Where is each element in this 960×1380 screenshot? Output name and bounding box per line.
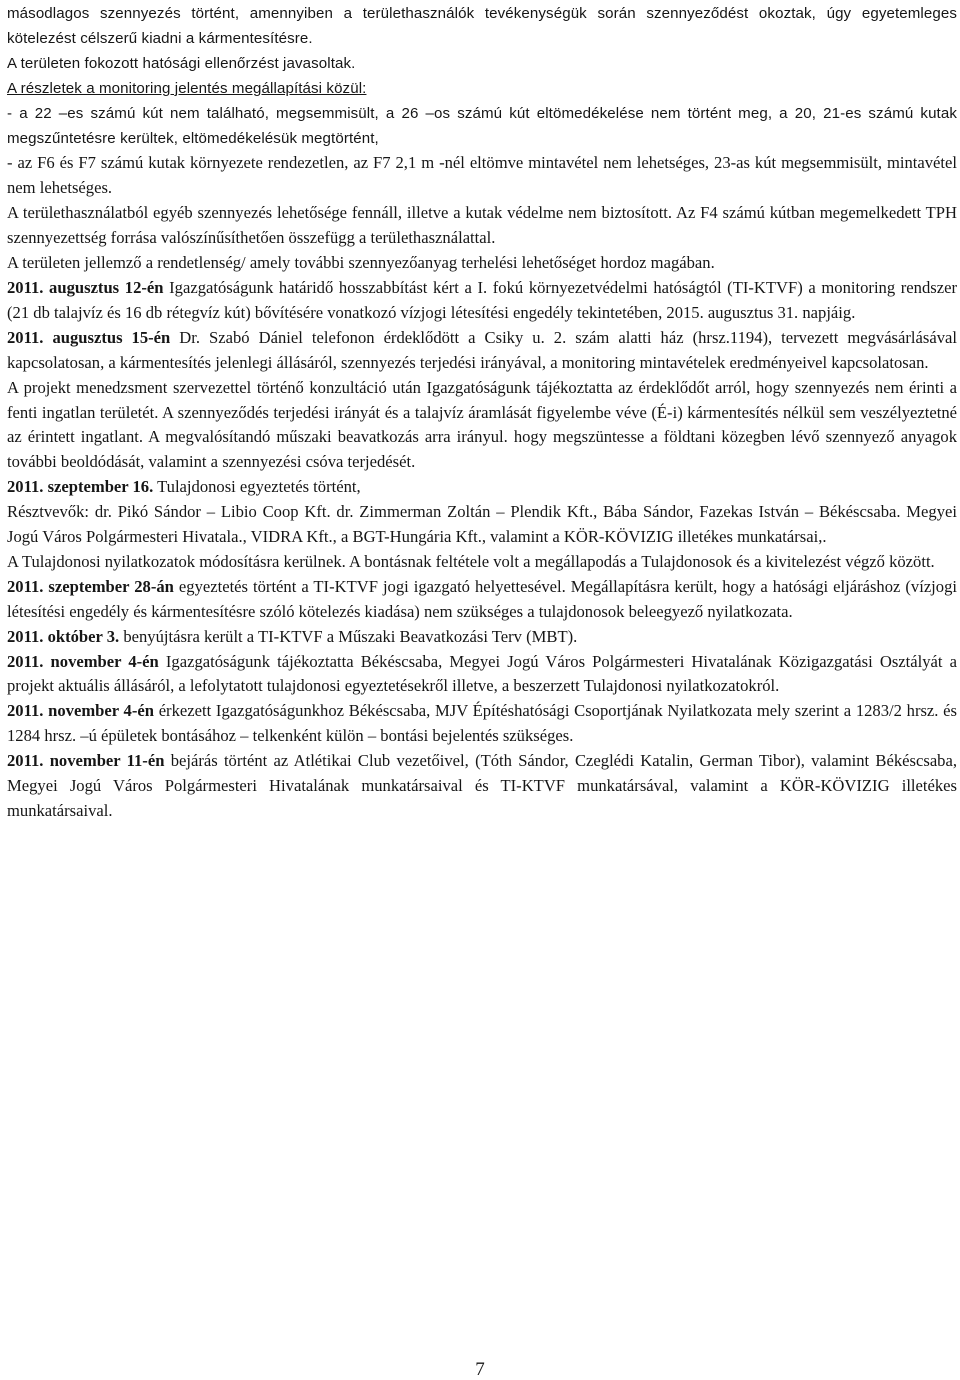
paragraph-secondary-pollution: másodlagos szennyezés történt, amennyiben a területhasználók tevékenységük során szennyeződést okoztak, úgy egyetemleges kötelezést célszerű kiadni a kármentesítésre. bbox=[7, 5, 957, 47]
entry-text: érkezett Igazgatóságunkhoz Békéscsaba, MJV Építéshatósági Csoportjának Nyilatkozata mely szerint a 1283/2 hrsz. és 1284 hrsz. –ú épületek bontásához – telkenként külön – bontási bejelentés szükséges. bbox=[7, 701, 957, 746]
entry-text: bejárás történt az Atlétikai Club vezetőivel, (Tóth Sándor, Czeglédi Katalin, German Tibor), valamint Békéscsaba, Megyei Jogú Város Polgármesteri Hivatalának munkatársaival és TI-KTVF munkatársával, valamint a KÖR-KÖVIZIG illetékes munkatársaival. bbox=[7, 751, 957, 820]
findings-heading: A részletek a monitoring jelentés megállapítási közül: bbox=[7, 79, 367, 97]
entry-2011-aug-12 bbox=[7, 276, 957, 326]
paragraph-owner-statements: A Tulajdonosi nyilatkozatok módosításra kerülnek. A bontásnak feltétele volt a megállapodás a Tulajdonosok és a kivitelezést végző között. bbox=[7, 551, 935, 571]
entry-2011-sep-28 bbox=[7, 575, 957, 625]
entry-date: 2011. november 4-én bbox=[7, 651, 159, 671]
document-page bbox=[7, 2, 957, 824]
entry-text: Igazgatóságunk határidő hosszabbítást kért a I. fokú környezetvédelmi hatóságtól (TI-KTVF) a monitoring rendszer (21 db talajvíz és 16 db rétegvíz kút) bővítésére vonatkozó vízjogi létesítési engedély tekintetében, 2015. augusztus 31. napjáig. bbox=[7, 277, 957, 322]
entry-2011-sep-16 bbox=[7, 475, 957, 500]
entry-2011-nov-4-b bbox=[7, 699, 957, 749]
paragraph-land-use: A területhasználatból egyéb szennyezés lehetősége fennáll, illetve a kutak védelme nem biztosított. Az F4 számú kútban megemelkedett TPH szennyezettség forrása valószínűsíthetően összefügg a területhasználattal. bbox=[7, 203, 957, 248]
entry-date: 2011. november 4-én bbox=[7, 701, 154, 721]
entry-2011-aug-15 bbox=[7, 326, 957, 376]
paragraph-inspection-recommendation: A területen fokozott hatósági ellenőrzést javasoltak. bbox=[7, 54, 356, 72]
paragraph-disorder: A területen jellemző a rendetlenség/ amely további szennyezőanyag terhelési lehetőséget hordoz magában. bbox=[7, 253, 715, 273]
entry-2011-nov-11 bbox=[7, 749, 957, 824]
paragraph-project-consultation: A projekt menedzsment szervezettel történő konzultáció után Igazgatóságunk tájékoztatta az érdeklődőt arról, hogy szennyezés nem érinti a fenti ingatlan területét. A szennyeződés terjedési irányát és a talajvíz áramlását figyelembe véve (É-i) kármentesítés nélkül sem veszélyeztetné az érintett ingatlant. A megvalósítandó műszaki beavatkozás arra irányul. hogy megszüntesse a földtani közegben lévő szennyező anyagok további beoldódását, valamint a szennyezési csóva terjedését. bbox=[7, 377, 957, 472]
finding-wells-22-26: - a 22 –es számú kút nem található, megsemmisült, a 26 –os számú kút eltömedékelése nem történt meg, a 20, 21-es számú kutak megszűntetésre kerültek, eltömedékelésük megtörtént, bbox=[7, 104, 957, 147]
entry-date: 2011. augusztus 15-én bbox=[7, 327, 171, 347]
entry-text: Dr. Szabó Dániel telefonon érdeklődött a Csiky u. 2. szám alatti ház (hrsz.1194), tervezett megvásárlásával kapcsolatosan, a kármentesítés jelenlegi állásáról, szennyezés terjedési irányával, a monitoring mintavételek eredményeivel kapcsolatosan. bbox=[7, 327, 957, 372]
finding-wells-f6-f7: - az F6 és F7 számú kutak környezete rendezetlen, az F7 2,1 m -nél eltömve mintavétel nem lehetséges, 23-as kút megsemmisült, mintavétel nem lehetséges. bbox=[7, 153, 957, 198]
paragraph-participants: Résztvevők: dr. Pikó Sándor – Libio Coop Kft. dr. Zimmerman Zoltán – Plendik Kft., Bába Sándor, Fazekas István – Békéscsaba. Megyei Jogú Város Polgármesteri Hivatala., VIDRA Kft., a BGT-Hungária Kft., valamint a KÖR-KÖVIZIG illetékes munkatársai,. bbox=[7, 502, 957, 547]
entry-date: 2011. november 11-én bbox=[7, 751, 165, 771]
entry-text: Tulajdonosi egyeztetés történt, bbox=[153, 477, 361, 497]
entry-date: 2011. október 3. bbox=[7, 626, 120, 646]
entry-2011-nov-4-a bbox=[7, 650, 957, 700]
entry-text: Igazgatóságunk tájékoztatta Békéscsaba, Megyei Jogú Város Polgármesteri Hivatalának Közigazgatási Osztályát a projekt aktuális állásáról, a lefolytatott tulajdonosi egyeztetésekről illetve, a beszerzett Tulajdonosi nyilatkozatokról. bbox=[7, 651, 957, 696]
entry-text: benyújtásra került a TI-KTVF a Műszaki Beavatkozási Terv (MBT). bbox=[119, 626, 578, 646]
entry-2011-oct-3 bbox=[7, 625, 957, 650]
entry-date: 2011. szeptember 16. bbox=[7, 477, 154, 497]
page-number: 7 bbox=[475, 1359, 485, 1380]
entry-date: 2011. szeptember 28-án bbox=[7, 576, 174, 596]
entry-text: egyeztetés történt a TI-KTVF jogi igazgató helyettesével. Megállapításra került, hogy a hatósági eljáráshoz (vízjogi létesítési engedély és kármentesítésre szóló kötelezés kiadása) nem szükséges a tulajdonosok beleegyező nyilatkozata. bbox=[7, 576, 957, 621]
entry-date: 2011. augusztus 12-én bbox=[7, 277, 164, 297]
